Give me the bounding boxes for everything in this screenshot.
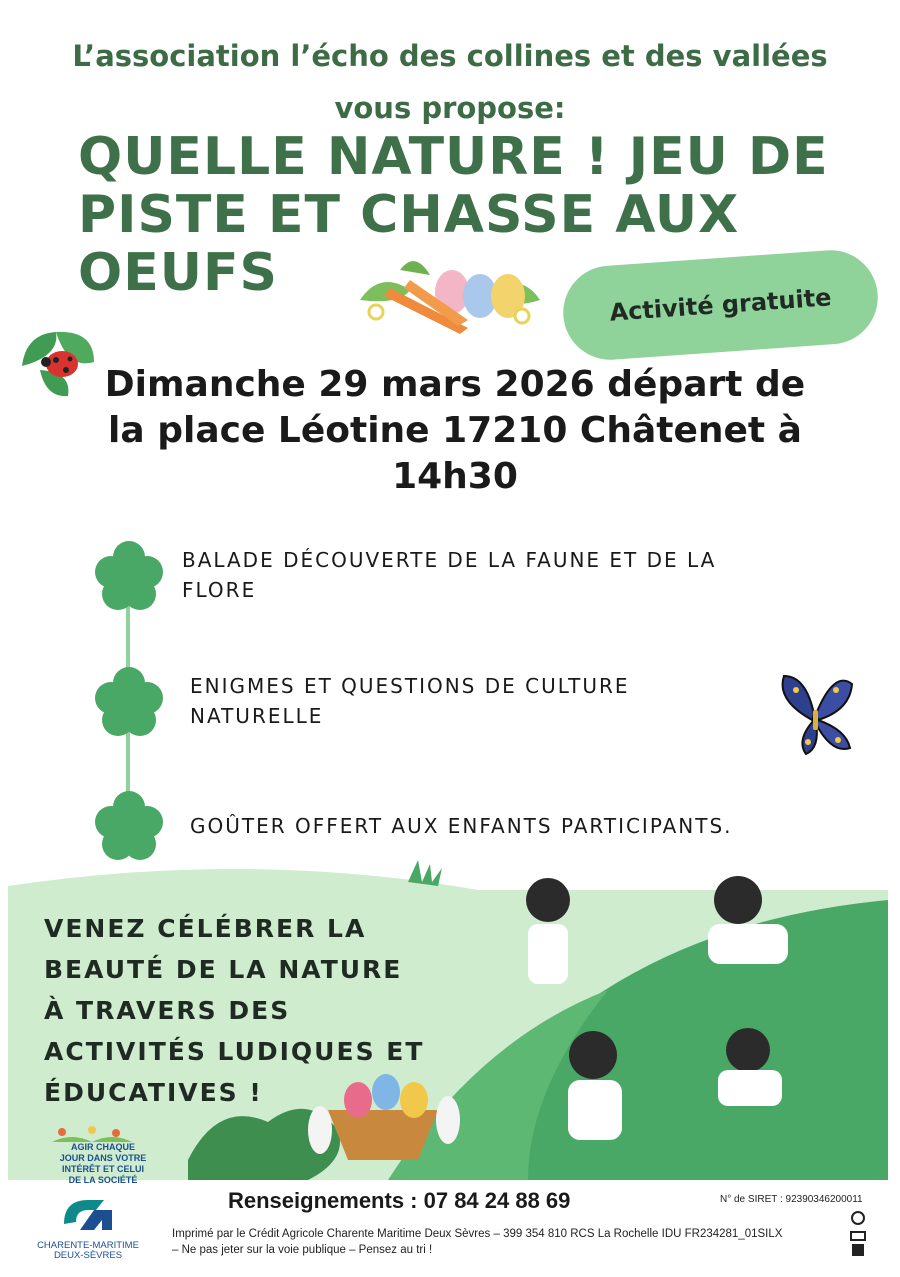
title-line-2: PISTE ET CHASSE AUX	[78, 185, 740, 245]
date-line-2: la place Léotine 17210 Châtenet à	[108, 410, 802, 451]
association-header	[0, 30, 900, 134]
print-notice-line-1: Imprimé par le Crédit Agricole Charente Maritime Deux Sèvres – 399 354 810 RCS La Rochelle IDU FR234281_01SILX	[172, 1228, 783, 1240]
activity-item-snack	[190, 811, 733, 841]
contact-info: Renseignements : 07 84 24 88 69	[228, 1188, 571, 1213]
sponsor-slogan-line-3: INTÉRÊT ET CELUI	[61, 1164, 144, 1174]
activity-item-walk	[182, 545, 716, 605]
title-line-1: QUELLE NATURE ! JEU DE	[78, 127, 829, 187]
slogan-line-5: ÉDUCATIVES !	[44, 1078, 263, 1107]
credit-agricole-logo-icon	[60, 1194, 116, 1236]
flowers-decoration-icon	[52, 1124, 132, 1142]
activity-item-1-line-2: FLORE	[182, 578, 257, 602]
sponsor-region-line-2: DEUX-SÈVRES	[53, 1250, 123, 1261]
sponsor-slogan-line-2: JOUR DANS VOTRE	[59, 1153, 147, 1163]
easter-eggs-carrots-illustration	[340, 250, 550, 336]
proposes-line: vous propose:	[334, 91, 566, 125]
sponsor-region	[28, 1241, 148, 1261]
sponsor-slogan-line-4: DE LA SOCIÉTÉ	[68, 1175, 138, 1185]
clover-icon	[92, 664, 166, 738]
event-date-place	[70, 362, 840, 500]
print-notice-line-2: – Ne pas jeter sur la voie publique – Pensez au tri !	[172, 1244, 433, 1256]
slogan-line-3: À TRAVERS DES	[44, 996, 291, 1025]
clover-icon	[92, 538, 166, 612]
clover-icon	[92, 788, 166, 862]
recycle-bin-icon	[848, 1210, 868, 1258]
activity-item-riddles	[190, 671, 630, 731]
activity-item-2-line-2: NATURELLE	[190, 704, 324, 728]
free-activity-label: Activité gratuite	[608, 283, 833, 327]
date-line-3: 14h30	[392, 456, 518, 497]
slogan-line-4: ACTIVITÉS LUDIQUES ET	[44, 1037, 425, 1066]
butterfly-icon	[776, 670, 854, 756]
sponsor-slogan	[50, 1142, 156, 1186]
date-line-1: Dimanche 29 mars 2026 départ de	[104, 364, 806, 405]
print-notice	[172, 1226, 852, 1258]
association-name: L’association l’écho des collines et des vallées	[72, 39, 828, 73]
activity-item-1-line-1: BALADE DÉCOUVERTE DE LA FAUNE ET DE LA	[182, 548, 717, 572]
siret-number: N° de SIRET : 92390346200011	[720, 1194, 863, 1205]
activity-item-3-line-1: GOÛTER OFFERT AUX ENFANTS PARTICIPANTS.	[190, 814, 733, 838]
activity-item-2-line-1: ENIGMES ET QUESTIONS DE CULTURE	[190, 674, 630, 698]
slogan-line-1: VENEZ CÉLÉBRER LA	[44, 914, 367, 943]
title-line-3: OEUFS	[78, 243, 278, 303]
slogan-line-2: BEAUTÉ DE LA NATURE	[44, 955, 403, 984]
sponsor-slogan-line-1: AGIR CHAQUE	[70, 1142, 135, 1152]
slogan-block	[44, 908, 464, 1113]
sponsor-region-line-1: CHARENTE-MARITIME	[37, 1240, 139, 1251]
